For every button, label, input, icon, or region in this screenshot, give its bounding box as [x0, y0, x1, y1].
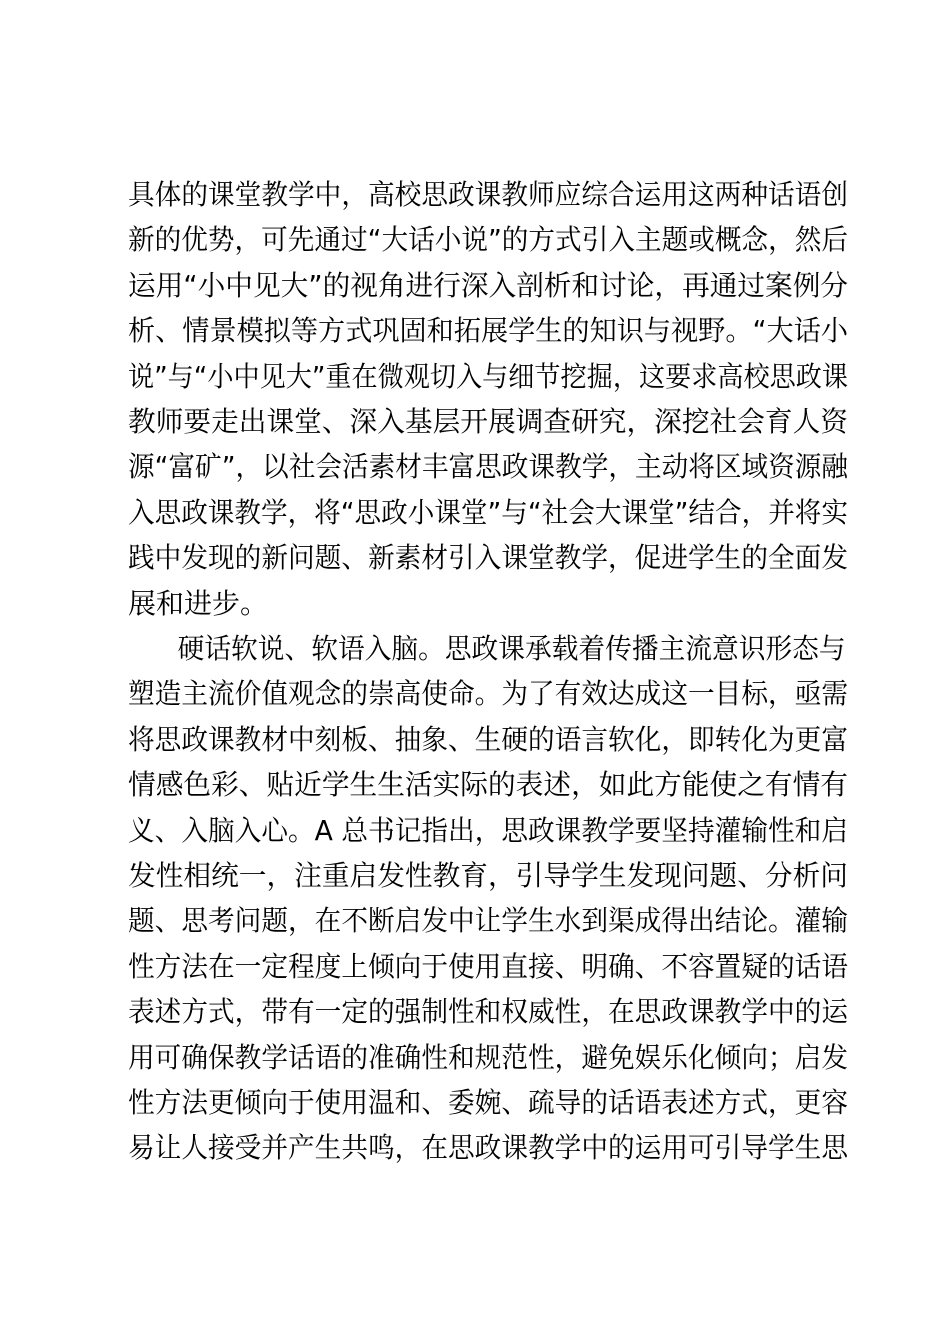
- text-line: 塑造主流价值观念的崇高使命。为了有效达成这一目标，亟需: [128, 677, 848, 711]
- text-line: 题、思考问题，在不断启发中让学生水到渠成得出结论。灌输: [128, 904, 848, 938]
- text-line: 情感色彩、贴近学生生活实际的表述，如此方能使之有情有: [128, 768, 848, 802]
- text-line: 说”与“小中见大”重在微观切入与细节挖掘，这要求高校思政课: [128, 359, 848, 393]
- text-line: 用可确保教学话语的准确性和规范性，避免娱乐化倾向；启发: [128, 1040, 848, 1074]
- text-line: 践中发现的新问题、新素材引入课堂教学，促进学生的全面发: [128, 541, 848, 575]
- paragraph-2: [128, 626, 848, 1171]
- text-line: 入思政课教学，将“思政小课堂”与“社会大课堂”结合，并将实: [128, 495, 848, 529]
- text-line: 源“富矿”，以社会活素材丰富思政课教学，主动将区域资源融: [128, 450, 848, 484]
- text-line: 展和进步。: [128, 586, 269, 620]
- text-line: 硬话软说、软语入脑。思政课承载着传播主流意识形态与: [177, 632, 846, 665]
- text-line: 教师要走出课堂、深入基层开展调查研究，深挖社会育人资: [128, 404, 848, 438]
- text-line: 具体的课堂教学中，高校思政课教师应综合运用这两种话语创: [128, 178, 848, 211]
- text-line: 运用“小中见大”的视角进行深入剖析和讨论，再通过案例分: [128, 268, 848, 302]
- text-line: 将思政课教材中刻板、抽象、生硬的语言软化，即转化为更富: [128, 722, 848, 756]
- text-line: 易让人接受并产生共鸣，在思政课教学中的运用可引导学生思: [128, 1131, 848, 1165]
- text-line: 性方法更倾向于使用温和、委婉、疏导的话语表述方式，更容: [128, 1085, 848, 1119]
- text-line: 义、入脑入心。A 总书记指出，思政课教学要坚持灌输性和启: [128, 813, 848, 847]
- text-line: 新的优势，可先通过“大话小说”的方式引入主题或概念，然后: [128, 223, 848, 257]
- text-line: 析、情景模拟等方式巩固和拓展学生的知识与视野。“大话小: [128, 314, 848, 348]
- paragraph-1: [128, 172, 848, 626]
- text-line: 发性相统一，注重启发性教育，引导学生发现问题、分析问: [128, 858, 848, 892]
- text-line: 性方法在一定程度上倾向于使用直接、明确、不容置疑的话语: [128, 949, 848, 983]
- text-line: 表述方式，带有一定的强制性和权威性，在思政课教学中的运: [128, 995, 848, 1029]
